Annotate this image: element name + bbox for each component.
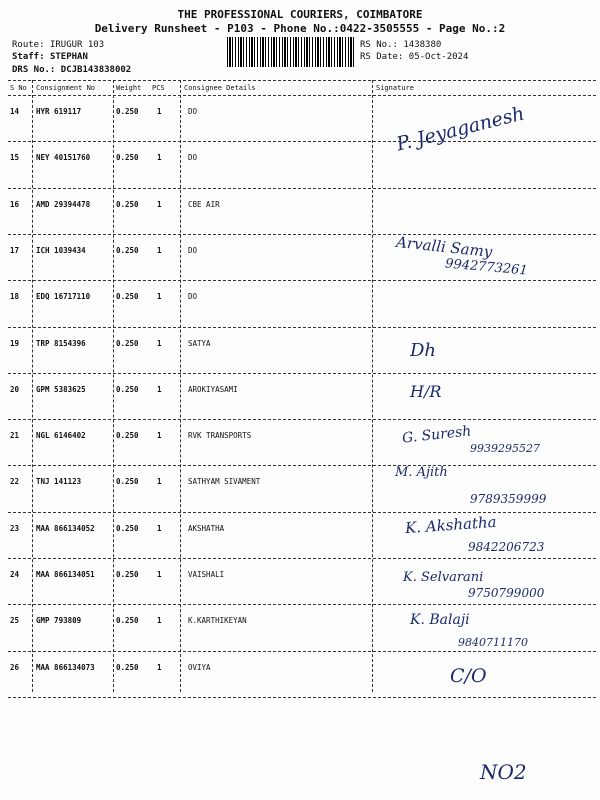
row-divider	[8, 327, 596, 328]
route-label: Route:	[12, 40, 45, 50]
row-consignee: DO	[188, 292, 198, 302]
row-pcs: 1	[157, 153, 162, 163]
signature-row-14: P. Jeyaganesh	[394, 102, 527, 156]
col-header-sno: S No	[10, 84, 27, 92]
rs-date-value: 05-Oct-2024	[408, 52, 469, 62]
rs-date-label: RS Date:	[360, 52, 404, 62]
drs-line	[12, 65, 131, 75]
phone-row-24: 9750799000	[468, 586, 545, 600]
row-sno: 15	[10, 153, 20, 163]
signature-row-19: Dh	[410, 340, 437, 361]
row-consignee: DO	[188, 245, 198, 255]
col-header-consignee: Consignee Details	[184, 84, 256, 92]
row-divider	[8, 604, 596, 605]
row-divider	[8, 558, 596, 559]
row-sno: 14	[10, 107, 20, 116]
row-sno: 21	[10, 431, 20, 441]
row-divider	[8, 373, 596, 374]
row-consignee: DO	[188, 153, 198, 163]
col-divider	[113, 80, 114, 692]
row-weight: 0.250	[116, 199, 139, 209]
row-pcs: 1	[157, 245, 162, 255]
col-divider	[32, 80, 33, 692]
row-consignment-no: MAA 866134052	[36, 523, 95, 533]
row-sno: 23	[10, 523, 20, 533]
row-consignee: RVK TRANSPORTS	[188, 431, 252, 441]
row-consignment-no: EDQ 16717110	[36, 292, 91, 302]
row-pcs: 1	[157, 338, 162, 348]
row-weight: 0.250	[116, 107, 139, 116]
row-pcs: 1	[157, 616, 162, 626]
col-divider	[372, 80, 373, 692]
staff-line	[12, 52, 88, 62]
row-consignment-no: ICH 1039434	[36, 245, 86, 255]
row-consignee: DO	[188, 107, 198, 116]
row-sno: 17	[10, 245, 20, 255]
row-sno: 16	[10, 199, 20, 209]
signature-row-17: Arvalli Samy	[395, 233, 494, 261]
row-sno: 25	[10, 616, 20, 626]
row-consignment-no: TRP 8154396	[36, 338, 86, 348]
signature-row-24: K. Selvarani	[403, 570, 484, 585]
signature-row-25: K. Balaji	[410, 612, 470, 628]
staff-label: Staff:	[12, 52, 45, 62]
row-consignee: AROKIYASAMI	[188, 384, 238, 394]
row-pcs: 1	[157, 662, 162, 672]
row-consignee: OVIYA	[188, 662, 211, 672]
row-divider	[8, 697, 596, 698]
runsheet-subtitle: Delivery Runsheet - P103 - Phone No.:0422-3505555 - Page No.:2	[94, 22, 506, 35]
row-consignee: CBE AIR	[188, 199, 220, 209]
barcode-image	[227, 37, 355, 67]
row-weight: 0.250	[116, 523, 139, 533]
row-sno: 20	[10, 384, 20, 394]
table-header-rule	[8, 95, 596, 96]
row-consignment-no: GMP 793809	[36, 616, 82, 626]
route-value: IRUGUR 103	[49, 40, 105, 50]
row-weight: 0.250	[116, 292, 139, 302]
row-weight: 0.250	[116, 384, 139, 394]
row-consignment-no: MAA 866134073	[36, 662, 95, 672]
row-pcs: 1	[157, 477, 162, 487]
row-weight: 0.250	[116, 662, 139, 672]
row-weight: 0.250	[116, 245, 139, 255]
row-weight: 0.250	[116, 477, 139, 487]
row-weight: 0.250	[116, 153, 139, 163]
row-divider	[8, 512, 596, 513]
staff-value: STEPHAN	[49, 52, 88, 62]
row-consignee: AKSHATHA	[188, 523, 225, 533]
row-pcs: 1	[157, 292, 162, 302]
row-consignment-no: GPM 5383625	[36, 384, 86, 394]
row-consignment-no: HYR 619117	[36, 107, 82, 116]
row-pcs: 1	[157, 570, 162, 579]
signature-row-22: M. Ajith	[395, 465, 448, 480]
row-weight: 0.250	[116, 431, 139, 441]
drs-label: DRS No.:	[12, 65, 56, 75]
row-sno: 18	[10, 292, 20, 302]
row-divider	[8, 234, 596, 235]
phone-row-25: 9840711170	[458, 636, 528, 649]
row-sno: 22	[10, 477, 20, 487]
col-header-consignment: Consignment No	[36, 84, 96, 92]
row-weight: 0.250	[116, 570, 139, 579]
row-divider	[8, 280, 596, 281]
col-divider	[180, 80, 181, 692]
signature-row-26: C/O	[450, 665, 487, 687]
drs-value: DCJB143838002	[60, 65, 132, 75]
rs-date-line	[360, 52, 468, 62]
row-consignment-no: TNJ 141123	[36, 477, 82, 487]
row-sno: 26	[10, 662, 20, 672]
row-pcs: 1	[157, 107, 162, 116]
row-consignment-no: AMD 29394478	[36, 199, 91, 209]
route-line	[12, 40, 104, 50]
signature-row-21: G. Suresh	[401, 423, 473, 447]
rs-no-label: RS No.:	[360, 40, 398, 50]
row-consignee: K.KARTHIKEYAN	[188, 616, 247, 626]
phone-row-22: 9789359999	[470, 492, 547, 506]
row-consignment-no: NEY 40151760	[36, 153, 91, 163]
signature-row-20: H/R	[410, 382, 442, 401]
row-pcs: 1	[157, 431, 162, 441]
row-divider	[8, 141, 596, 142]
handwritten-note-bottom: NO2	[480, 760, 527, 784]
row-sno: 19	[10, 338, 20, 348]
row-divider	[8, 465, 596, 466]
row-pcs: 1	[157, 523, 162, 533]
row-consignment-no: MAA 866134051	[36, 570, 95, 579]
row-consignee: VAISHALI	[188, 570, 225, 579]
row-consignee: SATYA	[188, 338, 211, 348]
row-pcs: 1	[157, 199, 162, 209]
row-consignee: SATHYAM SIVAMENT	[188, 477, 261, 487]
rs-no-line	[360, 40, 441, 50]
row-weight: 0.250	[116, 616, 139, 626]
row-divider	[8, 188, 596, 189]
row-divider	[8, 419, 596, 420]
row-weight: 0.250	[116, 338, 139, 348]
phone-row-21: 9939295527	[470, 442, 540, 455]
phone-row-17: 9942773261	[444, 256, 529, 279]
signature-row-23: K. Akshatha	[404, 512, 498, 538]
col-header-pcs: PCS	[152, 84, 165, 92]
row-pcs: 1	[157, 384, 162, 394]
col-header-weight: Weight	[116, 84, 142, 92]
phone-row-23: 9842206723	[468, 540, 545, 554]
row-consignment-no: NGL 6146402	[36, 431, 86, 441]
row-divider	[8, 651, 596, 652]
row-sno: 24	[10, 570, 20, 579]
table-top-rule	[8, 80, 596, 81]
col-header-signature: Signature	[376, 84, 414, 92]
company-title: THE PROFESSIONAL COURIERS, COIMBATORE	[177, 8, 423, 21]
rs-no-value: 1438380	[403, 40, 442, 50]
